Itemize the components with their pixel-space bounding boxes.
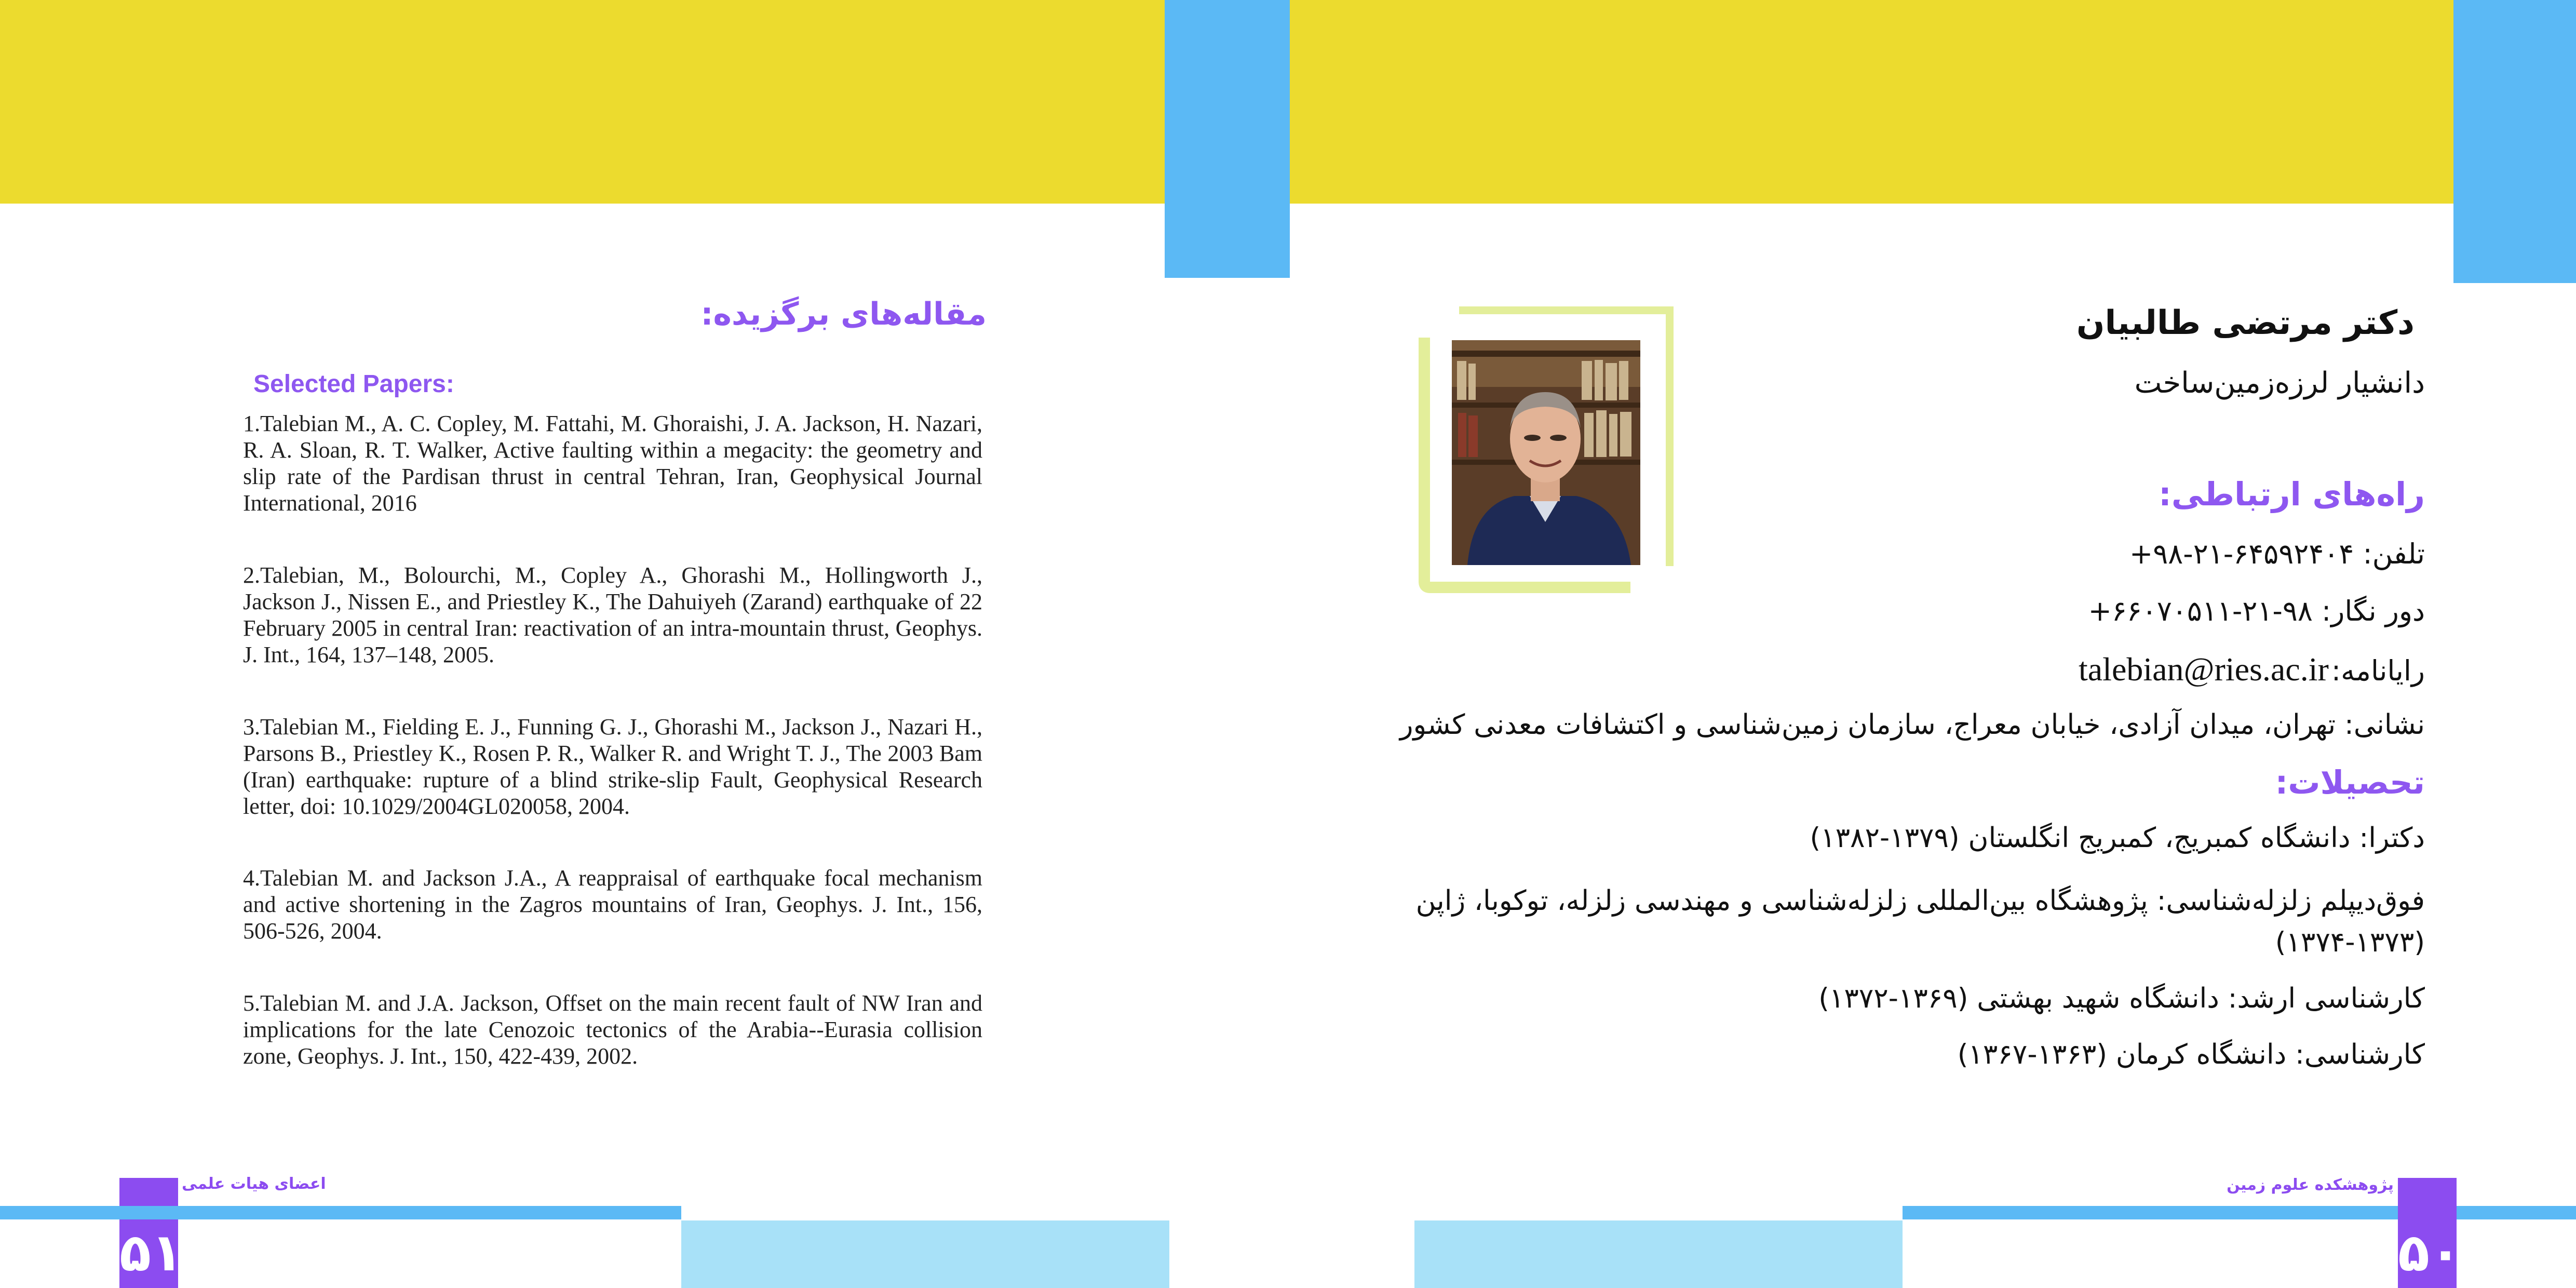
top-yellow-band-right	[1290, 0, 2453, 204]
footer-blue-line-left	[0, 1206, 681, 1219]
footer-label-right: پژوهشکده علوم زمین	[2227, 1176, 2394, 1194]
footer-lightblue-block-left	[681, 1220, 1169, 1288]
education-heading: تحصیلات:	[2275, 763, 2425, 801]
person-name: دکتر مرتضی طالبیان	[2076, 304, 2415, 342]
paper-item: 4.Talebian M. and Jackson J.A., A reappraisal of earthquake focal mechanism and active shortening in the Zagros mountains of Iran, Geophys. J. Int., 156, 506-526, 2004.	[243, 865, 982, 944]
fax-line: دور نگار: ۹۸-۲۱-۶۶۰۷۰۵۱۱+	[2088, 595, 2425, 627]
email-row	[1714, 650, 2425, 689]
contact-heading: راه‌های ارتباطی:	[2159, 475, 2425, 513]
address-line: نشانی: تهران، میدان آزادی، خیابان معراج، سازمان زمین‌شناسی و اکتشافات معدنی کشور	[1399, 709, 2425, 741]
selected-papers-heading-en: Selected Papers:	[253, 370, 454, 398]
paper-item: 3.Talebian M., Fielding E. J., Funning G. J., Ghorashi M., Jackson J., Nazari H., Parsons B., Priestley K., Rosen P. R., Walker R. and Wright T. J., The 2003 Bam (Iran) earthquake: rupture of a blind strike-slip Fault, Geophysical Research letter, doi: 10.1029/2004GL020058, 2004.	[243, 714, 982, 819]
person-title: دانشیار لرزه‌زمین‌ساخت	[2134, 366, 2425, 400]
top-blue-block-left	[1165, 0, 1290, 278]
top-yellow-band-left	[0, 0, 1165, 204]
footer-lightblue-block-right	[1414, 1220, 1903, 1288]
paper-item: 5.Talebian M. and J.A. Jackson, Offset on the main recent fault of NW Iran and implications for the late Cenozoic tectonics of the Arabia--Eurasia collision zone, Geophys. J. Int., 150, 422-439, 2002.	[243, 990, 982, 1069]
selected-papers-heading-fa: مقاله‌های برگزیده:	[700, 296, 987, 332]
education-item: کارشناسی: دانشگاه کرمان (۱۳۶۳-۱۳۶۷)	[1957, 1039, 2425, 1070]
portrait-photo	[1452, 340, 1640, 565]
phone-line: تلفن: ۶۴۵۹۲۴۰۴-۲۱-۹۸+	[2129, 538, 2425, 570]
paper-item: 2.Talebian, M., Bolourchi, M., Copley A., Ghorashi M., Hollingworth J., Jackson J., Nissen E., and Priestley K., The Dahuiyeh (Zarand) earthquake of 22 February 2005 in central Iran: reactivation of an intra-mountain thrust, Geophys. J. Int., 164, 137–148, 2005.	[243, 562, 982, 667]
footer-label-left: اعضای هیات علمی	[182, 1175, 326, 1193]
footer-blue-line-right	[1903, 1206, 2576, 1219]
education-item: فوق‌دیپلم زلزله‌شناسی: پژوهشگاه بین‌المللی زلزله‌شناسی و مهندسی زلزله، توکوبا، ژاپن (۱۳۷۳-۱۳۷۴)	[1415, 885, 2425, 958]
email-value[interactable]: talebian@ries.ac.ir	[2078, 651, 2329, 688]
top-blue-block-right	[2453, 0, 2576, 283]
education-item: کارشناسی ارشد: دانشگاه شهید بهشتی (۱۳۶۹-۱۳۷۲)	[1818, 983, 2425, 1014]
page-number-left: ۵۱	[119, 1222, 183, 1283]
education-item: دکترا: دانشگاه کمبریج، کمبریج انگلستان (۱۳۷۹-۱۳۸۲)	[1810, 822, 2425, 854]
portrait-icon	[1452, 340, 1640, 565]
paper-item: 1.Talebian M., A. C. Copley, M. Fattahi, M. Ghoraishi, J. A. Jackson, H. Nazari, R. A. Sloan, R. T. Walker, Active faulting within a megacity: the geometry and slip rate of the Pardisan thrust in central Tehran, Iran, Geophysical Journal International, 2016	[243, 411, 982, 516]
page-number-right: ۵۰	[2398, 1222, 2462, 1283]
email-label: رایانامه:	[2331, 654, 2425, 687]
